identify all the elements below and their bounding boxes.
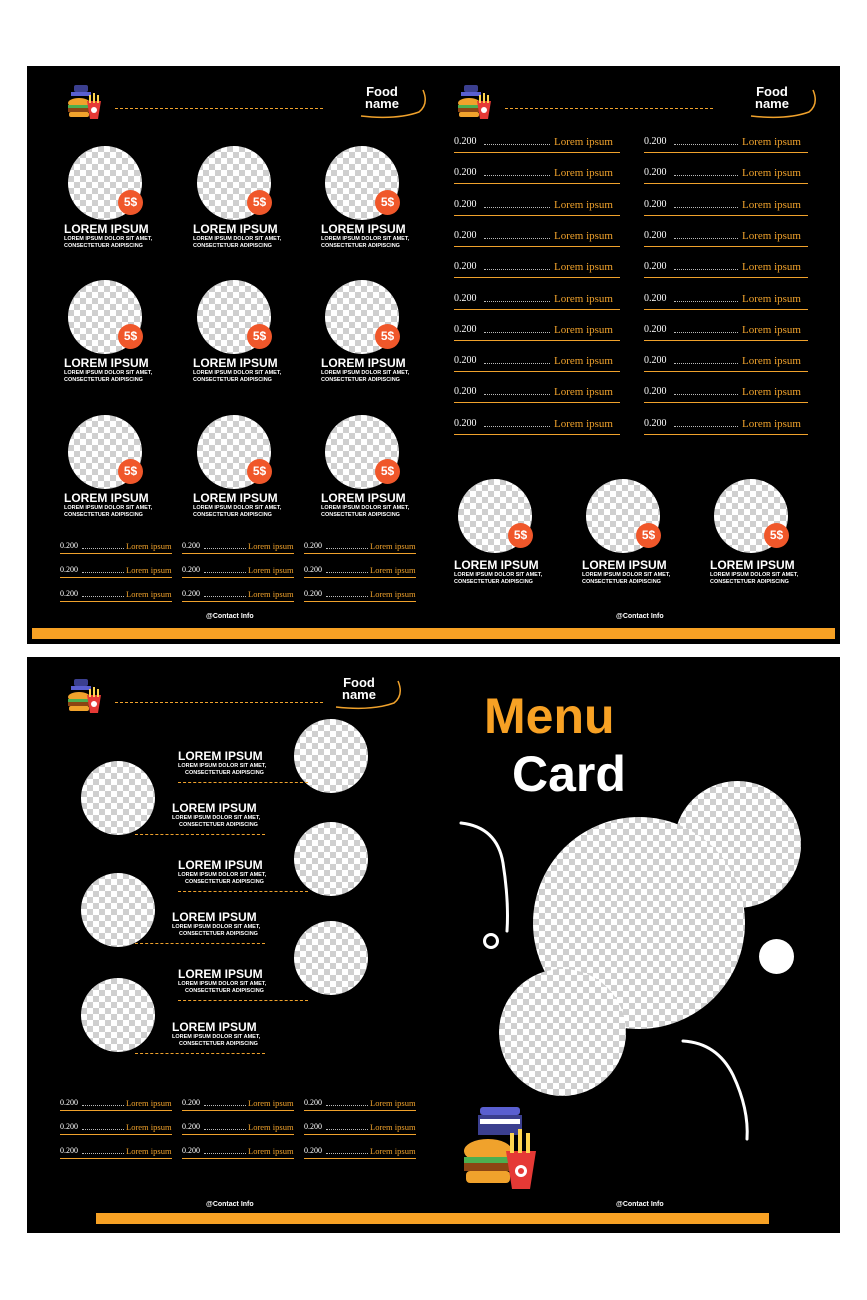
- price-badge: 5$: [375, 190, 400, 215]
- row-leader: [484, 269, 550, 270]
- row-underline: [454, 309, 620, 310]
- item-description: CONSECTETUER ADIPISCING: [185, 879, 264, 885]
- contact-info: @Contact Info: [206, 1201, 254, 1208]
- item-divider: [135, 1053, 265, 1054]
- row-price: 0.200: [304, 565, 322, 574]
- food-photo-placeholder: [294, 921, 368, 995]
- row-price: 0.200: [304, 1098, 322, 1107]
- row-price: 0.200: [644, 386, 667, 398]
- row-price: 0.200: [182, 565, 200, 574]
- item-title: LOREM IPSUM: [172, 801, 257, 815]
- row-price: 0.200: [60, 1098, 78, 1107]
- price-row: [182, 565, 294, 577]
- price-row: [644, 324, 808, 338]
- item-description: CONSECTETUER ADIPISCING: [193, 512, 272, 518]
- row-underline: [644, 309, 808, 310]
- price-row: [454, 355, 620, 369]
- row-label: Lorem ipsum: [126, 1122, 172, 1132]
- price-row: [454, 261, 620, 275]
- row-label: Lorem ipsum: [370, 1146, 416, 1156]
- item-description: LOREM IPSUM DOLOR SIT AMET,: [178, 763, 267, 769]
- burger-fries-logo-icon: [455, 83, 495, 123]
- row-leader: [484, 238, 550, 239]
- item-divider: [178, 782, 308, 783]
- row-price: 0.200: [182, 1098, 200, 1107]
- row-underline: [644, 277, 808, 278]
- price-row: [454, 418, 620, 432]
- item-description: CONSECTETUER ADIPISCING: [710, 579, 789, 585]
- item-description: CONSECTETUER ADIPISCING: [64, 512, 143, 518]
- row-label: Lorem ipsum: [248, 1098, 294, 1108]
- brand-line-2: name: [755, 96, 789, 111]
- row-underline: [304, 601, 416, 602]
- menu-cover-spread: [27, 657, 840, 1233]
- row-leader: [326, 572, 368, 573]
- item-description: CONSECTETUER ADIPISCING: [321, 512, 400, 518]
- row-underline: [182, 1134, 294, 1135]
- row-price: 0.200: [454, 355, 477, 367]
- burger-fries-illustration-icon: [460, 1105, 540, 1195]
- item-description: LOREM IPSUM DOLOR SIT AMET,: [582, 572, 671, 578]
- row-label: Lorem ipsum: [554, 417, 613, 430]
- brand-swoosh-icon: [332, 677, 408, 711]
- item-description: CONSECTETUER ADIPISCING: [582, 579, 661, 585]
- price-row: [454, 199, 620, 213]
- row-leader: [484, 207, 550, 208]
- row-underline: [454, 246, 620, 247]
- row-leader: [204, 1105, 246, 1106]
- row-underline: [304, 1134, 416, 1135]
- price-row: [304, 565, 416, 577]
- row-leader: [326, 548, 368, 549]
- row-underline: [454, 340, 620, 341]
- price-row: [304, 1146, 416, 1158]
- row-leader: [204, 1129, 246, 1130]
- item-title: LOREM IPSUM: [321, 222, 406, 236]
- price-badge: 5$: [118, 190, 143, 215]
- row-underline: [182, 601, 294, 602]
- price-row: [304, 589, 416, 601]
- item-description: CONSECTETUER ADIPISCING: [193, 377, 272, 383]
- row-price: 0.200: [454, 229, 477, 241]
- price-row: [60, 589, 172, 601]
- deco-dot: [759, 939, 794, 974]
- row-price: 0.200: [644, 417, 667, 429]
- row-label: Lorem ipsum: [554, 136, 613, 148]
- contact-info: @Contact Info: [616, 1201, 664, 1208]
- row-leader: [484, 363, 550, 364]
- price-badge: 5$: [118, 459, 143, 484]
- cover-title-card: Card: [512, 746, 626, 802]
- item-title: LOREM IPSUM: [710, 558, 795, 572]
- row-leader: [204, 596, 246, 597]
- row-label: Lorem ipsum: [370, 541, 416, 551]
- row-underline: [304, 1110, 416, 1111]
- row-price: 0.200: [60, 589, 78, 598]
- row-underline: [644, 434, 808, 435]
- contact-info: @Contact Info: [206, 613, 254, 620]
- row-leader: [204, 1153, 246, 1154]
- row-leader: [326, 1105, 368, 1106]
- price-row: [644, 230, 808, 244]
- row-leader: [674, 332, 738, 333]
- item-description: LOREM IPSUM DOLOR SIT AMET,: [172, 815, 261, 821]
- row-underline: [644, 340, 808, 341]
- row-label: Lorem ipsum: [554, 292, 613, 305]
- price-badge: 5$: [247, 459, 272, 484]
- row-label: Lorem ipsum: [370, 589, 416, 599]
- row-price: 0.200: [304, 541, 322, 550]
- row-leader: [82, 572, 124, 573]
- row-label: Lorem ipsum: [248, 1122, 294, 1132]
- row-underline: [644, 152, 808, 153]
- burger-fries-logo-icon: [65, 83, 105, 123]
- row-price: 0.200: [644, 261, 667, 273]
- row-leader: [326, 1129, 368, 1130]
- row-underline: [60, 553, 172, 554]
- row-leader: [204, 548, 246, 549]
- row-price: 0.200: [644, 323, 667, 335]
- price-row: [454, 136, 620, 150]
- row-price: 0.200: [182, 1146, 200, 1155]
- price-badge: 5$: [508, 523, 533, 548]
- price-row: [182, 1122, 294, 1134]
- price-row: [454, 167, 620, 181]
- price-row: [644, 136, 808, 150]
- price-row: [304, 1098, 416, 1110]
- price-row: [182, 541, 294, 553]
- row-label: Lorem ipsum: [248, 565, 294, 575]
- price-badge: 5$: [247, 190, 272, 215]
- item-divider: [178, 1000, 308, 1001]
- cover-photo-placeholder: [499, 969, 626, 1096]
- item-divider: [178, 891, 308, 892]
- row-label: Lorem ipsum: [126, 1146, 172, 1156]
- row-underline: [454, 277, 620, 278]
- price-badge: 5$: [247, 324, 272, 349]
- item-description: LOREM IPSUM DOLOR SIT AMET,: [193, 236, 282, 242]
- row-underline: [304, 577, 416, 578]
- row-leader: [674, 363, 738, 364]
- row-label: Lorem ipsum: [554, 167, 613, 180]
- burger-fries-logo-icon: [65, 677, 105, 717]
- row-leader: [674, 144, 738, 145]
- deco-curve: [457, 817, 527, 937]
- item-title: LOREM IPSUM: [321, 491, 406, 505]
- contact-info: @Contact Info: [616, 613, 664, 620]
- row-underline: [60, 1158, 172, 1159]
- item-description: LOREM IPSUM DOLOR SIT AMET,: [454, 572, 543, 578]
- row-underline: [644, 183, 808, 184]
- item-title: LOREM IPSUM: [64, 356, 149, 370]
- row-price: 0.200: [60, 1122, 78, 1131]
- row-leader: [484, 394, 550, 395]
- row-underline: [182, 577, 294, 578]
- row-label: Lorem ipsum: [126, 589, 172, 599]
- row-underline: [454, 152, 620, 153]
- row-label: Lorem ipsum: [370, 565, 416, 575]
- item-title: LOREM IPSUM: [178, 967, 263, 981]
- row-leader: [674, 207, 738, 208]
- row-underline: [182, 553, 294, 554]
- brand-line-2: name: [365, 96, 399, 111]
- row-price: 0.200: [304, 589, 322, 598]
- row-label: Lorem ipsum: [554, 386, 613, 399]
- row-price: 0.200: [182, 541, 200, 550]
- price-row: [60, 1146, 172, 1158]
- row-label: Lorem ipsum: [370, 1122, 416, 1132]
- row-leader: [674, 175, 738, 176]
- item-description: LOREM IPSUM DOLOR SIT AMET,: [64, 370, 153, 376]
- row-leader: [82, 548, 124, 549]
- price-row: [304, 1122, 416, 1134]
- row-price: 0.200: [60, 541, 78, 550]
- row-leader: [82, 596, 124, 597]
- cover-title-menu: Menu: [484, 688, 615, 744]
- row-price: 0.200: [60, 565, 78, 574]
- row-price: 0.200: [644, 136, 667, 147]
- row-leader: [674, 394, 738, 395]
- row-underline: [60, 577, 172, 578]
- row-price: 0.200: [454, 417, 477, 429]
- row-label: Lorem ipsum: [742, 292, 801, 305]
- row-price: 0.200: [454, 323, 477, 335]
- row-leader: [484, 301, 550, 302]
- brand-line-1: Food: [756, 84, 788, 99]
- price-row: [454, 293, 620, 307]
- item-title: LOREM IPSUM: [582, 558, 667, 572]
- row-price: 0.200: [304, 1122, 322, 1131]
- deco-curve: [677, 1035, 757, 1145]
- item-description: LOREM IPSUM DOLOR SIT AMET,: [172, 924, 261, 930]
- row-price: 0.200: [454, 261, 477, 273]
- row-leader: [674, 238, 738, 239]
- row-price: 0.200: [454, 136, 477, 147]
- item-title: LOREM IPSUM: [64, 222, 149, 236]
- brand-swoosh-icon: [357, 86, 433, 120]
- row-price: 0.200: [454, 198, 477, 210]
- row-underline: [454, 371, 620, 372]
- row-underline: [644, 371, 808, 372]
- row-label: Lorem ipsum: [248, 1146, 294, 1156]
- row-underline: [644, 402, 808, 403]
- row-label: Lorem ipsum: [554, 261, 613, 274]
- row-underline: [60, 601, 172, 602]
- row-underline: [644, 246, 808, 247]
- item-description: CONSECTETUER ADIPISCING: [64, 377, 143, 383]
- row-label: Lorem ipsum: [370, 1098, 416, 1108]
- header-divider: [115, 702, 323, 703]
- item-description: LOREM IPSUM DOLOR SIT AMET,: [321, 505, 410, 511]
- item-title: LOREM IPSUM: [193, 491, 278, 505]
- row-label: Lorem ipsum: [742, 323, 801, 336]
- item-description: LOREM IPSUM DOLOR SIT AMET,: [193, 505, 282, 511]
- item-title: LOREM IPSUM: [193, 356, 278, 370]
- row-label: Lorem ipsum: [554, 229, 613, 242]
- price-badge: 5$: [118, 324, 143, 349]
- row-underline: [454, 402, 620, 403]
- row-underline: [182, 1158, 294, 1159]
- row-price: 0.200: [182, 1122, 200, 1131]
- row-underline: [182, 1110, 294, 1111]
- price-row: [644, 261, 808, 275]
- price-row: [644, 418, 808, 432]
- row-underline: [454, 183, 620, 184]
- row-leader: [82, 1129, 124, 1130]
- price-badge: 5$: [636, 523, 661, 548]
- item-description: LOREM IPSUM DOLOR SIT AMET,: [172, 1034, 261, 1040]
- item-description: CONSECTETUER ADIPISCING: [185, 988, 264, 994]
- price-row: [304, 541, 416, 553]
- price-row: [182, 1146, 294, 1158]
- price-row: [60, 1122, 172, 1134]
- row-leader: [326, 1153, 368, 1154]
- item-description: CONSECTETUER ADIPISCING: [193, 243, 272, 249]
- price-row: [60, 541, 172, 553]
- row-label: Lorem ipsum: [126, 565, 172, 575]
- price-row: [454, 230, 620, 244]
- row-underline: [454, 434, 620, 435]
- item-description: CONSECTETUER ADIPISCING: [321, 377, 400, 383]
- menu-inner-spread: [27, 66, 840, 644]
- row-price: 0.200: [182, 589, 200, 598]
- row-underline: [454, 215, 620, 216]
- row-leader: [82, 1105, 124, 1106]
- brand-line-1: Food: [343, 675, 375, 690]
- brand-line-2: name: [342, 687, 376, 702]
- item-description: LOREM IPSUM DOLOR SIT AMET,: [321, 236, 410, 242]
- row-label: Lorem ipsum: [742, 261, 801, 274]
- row-label: Lorem ipsum: [742, 386, 801, 399]
- item-description: CONSECTETUER ADIPISCING: [64, 243, 143, 249]
- item-title: LOREM IPSUM: [178, 749, 263, 763]
- price-row: [454, 386, 620, 400]
- item-description: CONSECTETUER ADIPISCING: [179, 822, 258, 828]
- row-price: 0.200: [454, 386, 477, 398]
- row-label: Lorem ipsum: [248, 589, 294, 599]
- item-divider: [135, 943, 265, 944]
- price-row: [644, 167, 808, 181]
- row-price: 0.200: [454, 167, 477, 179]
- item-description: LOREM IPSUM DOLOR SIT AMET,: [321, 370, 410, 376]
- brand-swoosh-icon: [747, 86, 823, 120]
- row-label: Lorem ipsum: [126, 541, 172, 551]
- price-row: [182, 1098, 294, 1110]
- item-description: CONSECTETUER ADIPISCING: [454, 579, 533, 585]
- row-leader: [674, 301, 738, 302]
- price-row: [182, 589, 294, 601]
- item-description: LOREM IPSUM DOLOR SIT AMET,: [178, 981, 267, 987]
- item-title: LOREM IPSUM: [172, 910, 257, 924]
- item-description: CONSECTETUER ADIPISCING: [321, 243, 400, 249]
- row-label: Lorem ipsum: [248, 541, 294, 551]
- food-photo-placeholder: [81, 873, 155, 947]
- row-price: 0.200: [60, 1146, 78, 1155]
- price-row: [644, 199, 808, 213]
- item-description: LOREM IPSUM DOLOR SIT AMET,: [64, 505, 153, 511]
- item-title: LOREM IPSUM: [172, 1020, 257, 1034]
- price-badge: 5$: [375, 324, 400, 349]
- footer-bar: [96, 1213, 769, 1224]
- row-label: Lorem ipsum: [742, 167, 801, 180]
- item-title: LOREM IPSUM: [193, 222, 278, 236]
- price-row: [644, 293, 808, 307]
- header-divider: [115, 108, 323, 109]
- item-description: CONSECTETUER ADIPISCING: [185, 770, 264, 776]
- item-description: LOREM IPSUM DOLOR SIT AMET,: [178, 872, 267, 878]
- row-price: 0.200: [644, 229, 667, 241]
- row-price: 0.200: [454, 292, 477, 304]
- row-label: Lorem ipsum: [554, 198, 613, 211]
- row-leader: [484, 332, 550, 333]
- row-leader: [82, 1153, 124, 1154]
- food-photo-placeholder: [81, 761, 155, 835]
- row-underline: [304, 1158, 416, 1159]
- price-row: [454, 324, 620, 338]
- price-badge: 5$: [764, 523, 789, 548]
- row-label: Lorem ipsum: [742, 355, 801, 368]
- row-underline: [644, 215, 808, 216]
- row-label: Lorem ipsum: [126, 1098, 172, 1108]
- item-title: LOREM IPSUM: [321, 356, 406, 370]
- row-price: 0.200: [644, 198, 667, 210]
- price-row: [60, 1098, 172, 1110]
- row-label: Lorem ipsum: [742, 229, 801, 242]
- food-photo-placeholder: [81, 978, 155, 1052]
- row-leader: [204, 572, 246, 573]
- item-description: CONSECTETUER ADIPISCING: [179, 931, 258, 937]
- item-description: LOREM IPSUM DOLOR SIT AMET,: [710, 572, 799, 578]
- item-divider: [135, 834, 265, 835]
- item-description: LOREM IPSUM DOLOR SIT AMET,: [193, 370, 282, 376]
- row-label: Lorem ipsum: [742, 417, 801, 430]
- row-leader: [484, 144, 550, 145]
- item-title: LOREM IPSUM: [178, 858, 263, 872]
- row-label: Lorem ipsum: [554, 323, 613, 336]
- price-badge: 5$: [375, 459, 400, 484]
- footer-bar: [32, 628, 835, 639]
- row-price: 0.200: [644, 292, 667, 304]
- row-leader: [674, 269, 738, 270]
- brand-line-1: Food: [366, 84, 398, 99]
- item-title: LOREM IPSUM: [64, 491, 149, 505]
- row-underline: [60, 1134, 172, 1135]
- row-price: 0.200: [304, 1146, 322, 1155]
- row-label: Lorem ipsum: [554, 355, 613, 368]
- row-leader: [484, 426, 550, 427]
- price-row: [644, 355, 808, 369]
- item-title: LOREM IPSUM: [454, 558, 539, 572]
- row-leader: [484, 175, 550, 176]
- row-price: 0.200: [644, 167, 667, 179]
- price-row: [60, 565, 172, 577]
- header-divider: [505, 108, 713, 109]
- row-label: Lorem ipsum: [742, 136, 801, 148]
- row-underline: [304, 553, 416, 554]
- row-leader: [674, 426, 738, 427]
- row-leader: [326, 596, 368, 597]
- row-price: 0.200: [644, 355, 667, 367]
- item-description: LOREM IPSUM DOLOR SIT AMET,: [64, 236, 153, 242]
- row-label: Lorem ipsum: [742, 198, 801, 211]
- food-photo-placeholder: [294, 822, 368, 896]
- item-description: CONSECTETUER ADIPISCING: [179, 1041, 258, 1047]
- price-row: [644, 386, 808, 400]
- row-underline: [60, 1110, 172, 1111]
